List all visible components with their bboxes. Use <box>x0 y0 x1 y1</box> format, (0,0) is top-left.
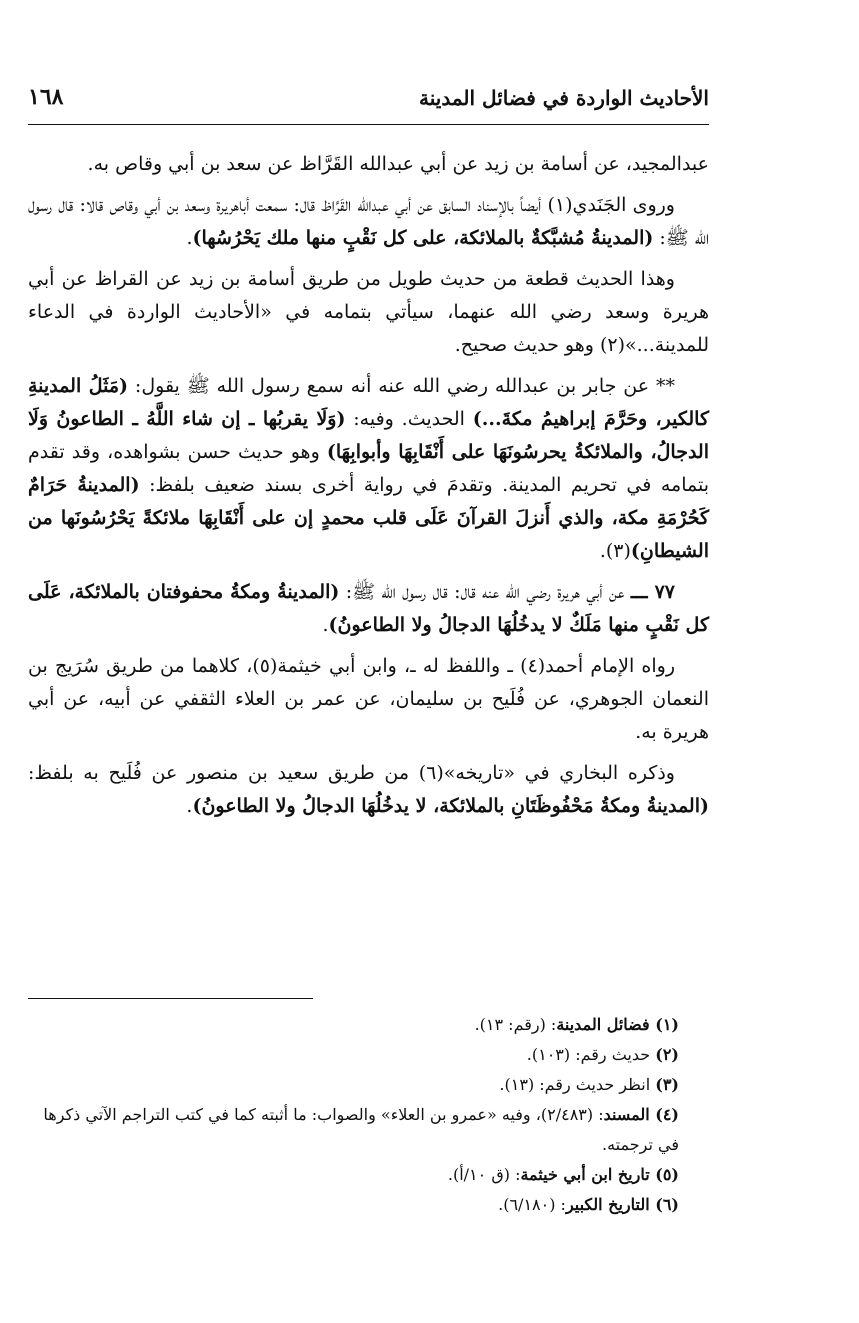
paragraph <box>28 576 709 642</box>
footnote-label: (١) فضائل المدينة <box>556 1015 679 1034</box>
hadith-quote: (وَلَا يقربُها ـ إن شاء اللَّهُ ـ الطاعونُ وَلَا الدجالُ، والملائكةُ يحرسُونَهَا على أَنْقَابِهَا وأبوابِهَا) <box>28 408 709 463</box>
footnote-text: : (٢/٤٨٣)، وفيه «عمرو بن العلاء» والصواب: ما أثبته كما في كتب التراجم الآتي ذكرها في ترجمته. <box>43 1105 679 1154</box>
text-run: . <box>322 614 329 636</box>
footnote-text: : (ق ١٠/أ). <box>447 1165 521 1184</box>
paragraph <box>28 263 709 362</box>
text-run: (٦) <box>418 762 444 784</box>
footnote <box>28 1160 709 1190</box>
text-run: أيضاً بالإسناد السابق عن أبي عبدالله القَرَّاظ قال: سمعت أباهريرة وسعد بن أبي وقاص قالا: قال رسول الله ﷺ: <box>28 194 709 249</box>
text-run: (٤) <box>520 655 546 677</box>
footnote <box>28 1070 709 1100</box>
footnote-text: حديث رقم: (١٠٣). <box>526 1045 656 1064</box>
footnote <box>28 1010 709 1040</box>
text-run: رواه الإمام أحمد <box>545 655 675 677</box>
hadith-quote: ٧٧ ـــ <box>630 581 675 603</box>
text-run: وهذا الحديث قطعة من حديث طويل من طريق أسامة بن زيد عن القراظ عن أبي هريرة وسعد رضي الله عنهما، سيأتي بتمامه في «الأحاديث الواردة في الدعاء للمدينة...» <box>28 268 709 356</box>
text-run: (٣) <box>605 540 631 562</box>
text-run: عبدالمجيد، عن أسامة بن زيد عن أبي عبدالله القَرَّاظ عن سعد بن أبي وقاص به. <box>87 153 709 175</box>
text-run: . <box>186 795 193 817</box>
text-run: (٢) <box>599 334 625 356</box>
text-run: من طريق سعيد بن منصور عن فُلَيح به بلفظ: <box>28 762 419 784</box>
text-run: الحديث. وفيه: <box>345 408 473 430</box>
hadith-quote: (المدينةُ ومكةُ مَحْفُوظَتَانِ بالملائكة، لا يدخُلُهَا الدجالُ ولا الطاعونُ) <box>192 795 709 817</box>
hadith-quote: (المدينةُ حَرَامٌ كَحُرْمَةِ مكة، والذي أَنزلَ القرآنَ عَلَى قلب محمدٍ إن على أَنْقَابِهَا ملائكةً يَحْرُسُونَها من الشيطانِ) <box>28 474 709 562</box>
footnote <box>28 1040 709 1070</box>
text-run: (١) <box>547 194 573 216</box>
text-run: . <box>186 227 193 249</box>
footnote-text: : (رقم: ١٣). <box>474 1015 557 1034</box>
footnote-text: : (٦/١٨٠). <box>498 1195 566 1214</box>
paragraph <box>28 757 709 823</box>
text-run: ، كلاهما من طريق سُرَيج بن النعمان الجوهري، عن فُلَيح بن سليمان، عن عمر بن العلاء الثقفي عن أبيه، عن أبي هريرة به. <box>28 655 709 743</box>
hadith-quote: (مَثَلُ المدينةِ كالكير، وحَرَّمَ إبراهيمُ مكةَ...) <box>28 375 709 430</box>
header-divider <box>28 124 709 125</box>
paragraph <box>28 650 709 749</box>
header-title: الأحاديث الواردة في فضائل المدينة <box>419 86 709 110</box>
footnote-divider <box>28 998 313 999</box>
text-run: وذكره البخاري في «تاريخه» <box>443 762 675 784</box>
text-run: وهو حديث حسن بشواهده، وقد تقدم بتمامه في تحريم المدينة. وتقدمَ في رواية أخرى بسند ضعيف بلفظ: <box>28 441 710 496</box>
hadith-quote: (المدينةُ ومكةُ محفوفتان بالملائكة، عَلَى كل نَقْبٍ منها مَلَكٌ لا يدخُلُهَا الدجالُ ولا الطاعونُ) <box>28 581 709 636</box>
running-header <box>28 80 709 120</box>
footnote-label: (٦) التاريخ الكبير <box>565 1195 679 1214</box>
paragraph <box>28 189 709 255</box>
main-text <box>28 148 709 831</box>
footnote-label: (٤) المسند <box>603 1105 679 1124</box>
page-number: ١٦٨ <box>28 84 64 110</box>
footnotes <box>28 1010 709 1220</box>
footnote <box>28 1190 709 1220</box>
text-run: ـ واللفظ له ـ، وابن أبي خيثمة <box>277 655 521 677</box>
footnote-label: (٥) تاريخ ابن أبي خيثمة <box>520 1165 679 1184</box>
text-run: ** عن جابر بن عبدالله رضي الله عنه أنه سمع رسول الله ﷺ يقول: <box>128 375 675 397</box>
text-run: وروى الجَنَدي <box>572 194 675 216</box>
paragraph <box>28 148 709 181</box>
footnote-text: انظر حديث رقم: (١٣). <box>499 1075 656 1094</box>
footnote-label: (٢) <box>655 1045 679 1064</box>
text-run: . <box>599 540 606 562</box>
hadith-quote: (المدينةُ مُشبَّكةٌ بالملائكة، على كل نَقْبٍ منها ملك يَحْرُسُها) <box>192 227 654 249</box>
footnote <box>28 1100 709 1160</box>
paragraph <box>28 370 709 568</box>
text-run: (٥) <box>252 655 278 677</box>
text-run: عن أبي هريرة رضي الله عنه قال: قال رسول الله ﷺ: <box>339 581 631 603</box>
footnote-label: (٣) <box>655 1075 679 1094</box>
text-run: وهو حديث صحيح. <box>454 334 600 356</box>
